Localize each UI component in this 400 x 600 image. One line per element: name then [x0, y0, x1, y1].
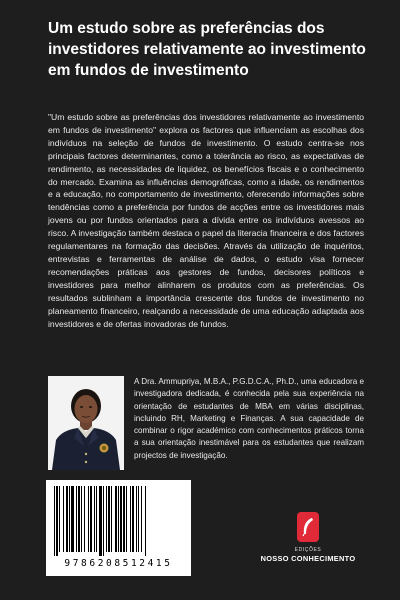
publisher-logo [258, 512, 358, 563]
book-title: Um estudo sobre as preferências dos investidores relativamente ao investimento em fundos de investimento [48, 20, 366, 79]
barcode-bars [54, 486, 183, 556]
publisher-line1: EDIÇÕES [294, 547, 322, 553]
author-photo [48, 376, 124, 470]
isbn-number: 9786208512415 [64, 558, 173, 569]
publisher-name: NOSSO CONHECIMENTO [260, 554, 356, 563]
author-portrait-image [48, 376, 124, 470]
book-summary: "Um estudo sobre as preferências dos investidores relativamente ao investimento em fundos de investimento" explora os factores que influenciam as escolhas dos indivíduos na seleção de fundos de investimento. O estudo centra-se nos principais factores determinantes, como a tolerância ao risco, as expectativas de rendimento, as necessidades de liquidez, os benefícios fiscais e o conhecimento do mercado. Examina as influências demográficas, como a idade, os rendimentos e a educação, no comportamento de investimento, oferecendo informações sobre tendências como a preferência por fundos de acções entre os investidores mais jovens ou por fundos orientados para a dívida entre os indivíduos avessos ao risco. A investigação também destaca o papel da literacia financeira e dos factores regulamentares na formação das decisões. Através da utilização de inquéritos, entrevistas e ferramentas de análise de dados, o estudo visa fornecer recomendações práticas aos gestores de fundos, decisores políticos e investidores para melhor alinharem os produtos com as preferências. Os resultados sublinham a importância crescente dos fundos de investimento no planeamento financeiro, realçando a necessidade de uma educação adaptada aos investidores e de ofertas inovadoras de fundos. [48, 112, 364, 329]
author-bio: A Dra. Ammupriya, M.B.A., P.G.D.C.A., Ph.D., uma educadora e investigadora dedicada, é conhecida pela sua experiência na orientação de estudantes de MBA em várias disciplinas, incluindo RH, Marketing e Finanças. A sua capacidade de combinar o rigor académico com conhecimentos práticos torna a sua orientação inestimável para os estudantes que realizam projectos de investigação. [134, 377, 364, 460]
quill-icon [297, 512, 319, 542]
isbn-barcode [46, 480, 191, 576]
